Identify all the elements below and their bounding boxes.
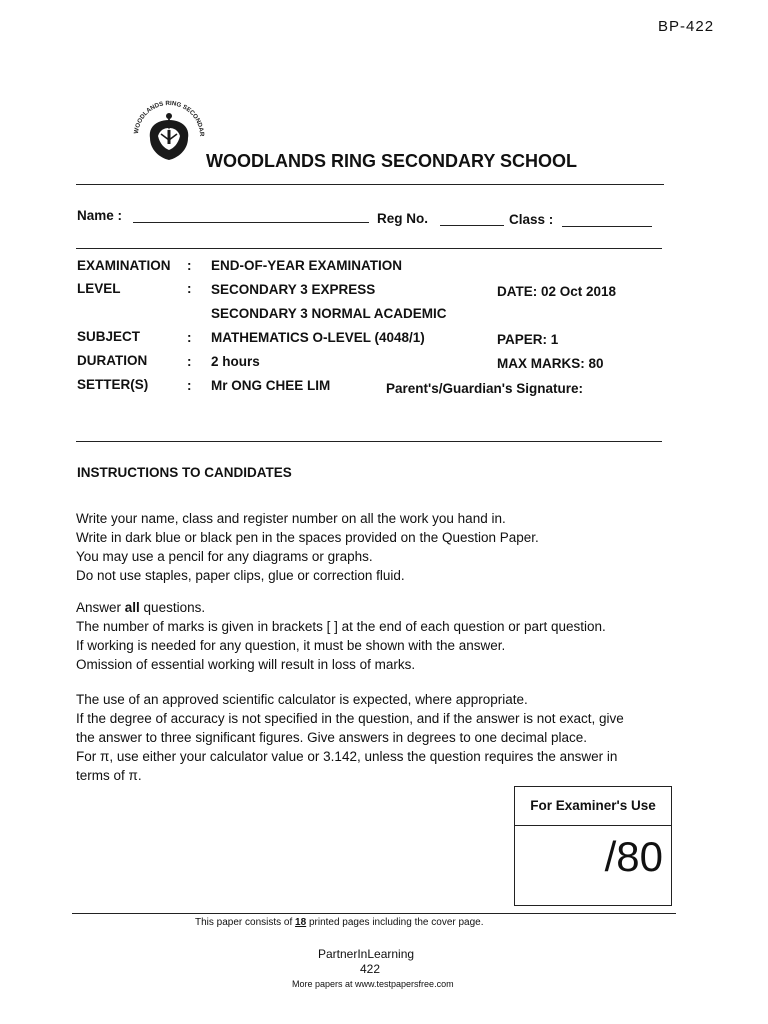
logo-arc-text: WOODLANDS RING SECONDAR: [132, 99, 206, 137]
divider: [76, 184, 664, 185]
reg-no-field[interactable]: [440, 225, 504, 226]
answer-suffix: questions.: [139, 600, 206, 615]
examination-value: END-OF-YEAR EXAMINATION: [211, 258, 402, 273]
colon: :: [187, 378, 192, 393]
instruction-line: The number of marks is given in brackets [ ] at the end of each question or part question.: [76, 619, 606, 634]
instructions-heading: INSTRUCTIONS TO CANDIDATES: [77, 465, 292, 480]
school-logo: [128, 86, 210, 166]
footer-url: More papers at www.testpapersfree.com: [292, 979, 454, 989]
instruction-line: For π, use either your calculator value or 3.142, unless the question requires the answer in: [76, 749, 618, 764]
document-reference: BP-422: [658, 18, 715, 35]
setter-label: SETTER(S): [77, 377, 149, 392]
level-value-normal-academic: SECONDARY 3 NORMAL ACADEMIC: [211, 306, 447, 321]
footer-number: 422: [360, 962, 381, 976]
class-field[interactable]: [562, 226, 652, 227]
answer-all-emphasis: all: [124, 600, 140, 615]
instructions-paragraph-2: [76, 598, 606, 674]
subject-label: SUBJECT: [77, 329, 141, 344]
school-crest-icon: [128, 86, 210, 166]
page-count-prefix: This paper consists of: [195, 917, 296, 928]
level-value-express: SECONDARY 3 EXPRESS: [211, 282, 376, 297]
school-name: WOODLANDS RING SECONDARY SCHOOL: [206, 151, 578, 171]
reg-no-label: Reg No.: [377, 211, 429, 226]
name-field[interactable]: [133, 222, 369, 223]
level-label: LEVEL: [77, 281, 121, 296]
examination-label: EXAMINATION: [77, 258, 171, 273]
instruction-line: Omission of essential working will result in loss of marks.: [76, 657, 416, 672]
instruction-line: the answer to three significant figures. Give answers in degrees to one decimal place.: [76, 730, 588, 745]
paper-number: PAPER: 1: [497, 332, 559, 347]
instruction-line: Do not use staples, paper clips, glue or correction fluid.: [76, 568, 405, 583]
page-count: 18: [295, 917, 307, 928]
setter-value: Mr ONG CHEE LIM: [211, 378, 331, 393]
total-marks: /80: [604, 833, 663, 880]
examiners-use-title: For Examiner's Use: [515, 787, 671, 826]
duration-value: 2 hours: [211, 354, 260, 369]
max-marks: MAX MARKS: 80: [497, 356, 604, 371]
instruction-line: If working is needed for any question, it must be shown with the answer.: [76, 638, 506, 653]
divider: [72, 913, 676, 914]
answer-prefix: Answer: [76, 600, 125, 615]
duration-label: DURATION: [77, 353, 148, 368]
instruction-line: If the degree of accuracy is not specified in the question, and if the answer is not exact, give: [76, 711, 624, 726]
colon: :: [187, 330, 192, 345]
page-count-suffix: printed pages including the cover page.: [306, 917, 484, 928]
instructions-paragraph-3: [76, 690, 624, 785]
colon: :: [187, 354, 192, 369]
examiners-use-box: [514, 786, 672, 906]
instruction-line: terms of π.: [76, 768, 142, 783]
footer-brand: PartnerInLearning: [318, 947, 415, 961]
class-label: Class :: [509, 212, 554, 227]
name-label: Name :: [77, 208, 123, 223]
instruction-line: Write in dark blue or black pen in the spaces provided on the Question Paper.: [76, 530, 539, 545]
divider: [76, 248, 662, 249]
subject-value: MATHEMATICS O-LEVEL (4048/1): [211, 330, 425, 345]
instructions-paragraph-1: [76, 509, 539, 585]
instruction-line: Write your name, class and register number on all the work you hand in.: [76, 511, 506, 526]
instruction-line: [76, 598, 606, 617]
page-count-note: [195, 917, 484, 928]
colon: :: [187, 281, 192, 296]
colon: :: [187, 258, 192, 273]
signature-line[interactable]: [76, 441, 662, 442]
exam-date: DATE: 02 Oct 2018: [497, 284, 617, 299]
instruction-line: The use of an approved scientific calculator is expected, where appropriate.: [76, 692, 528, 707]
signature-label: Parent's/Guardian's Signature:: [386, 381, 583, 396]
instruction-line: You may use a pencil for any diagrams or graphs.: [76, 549, 373, 564]
